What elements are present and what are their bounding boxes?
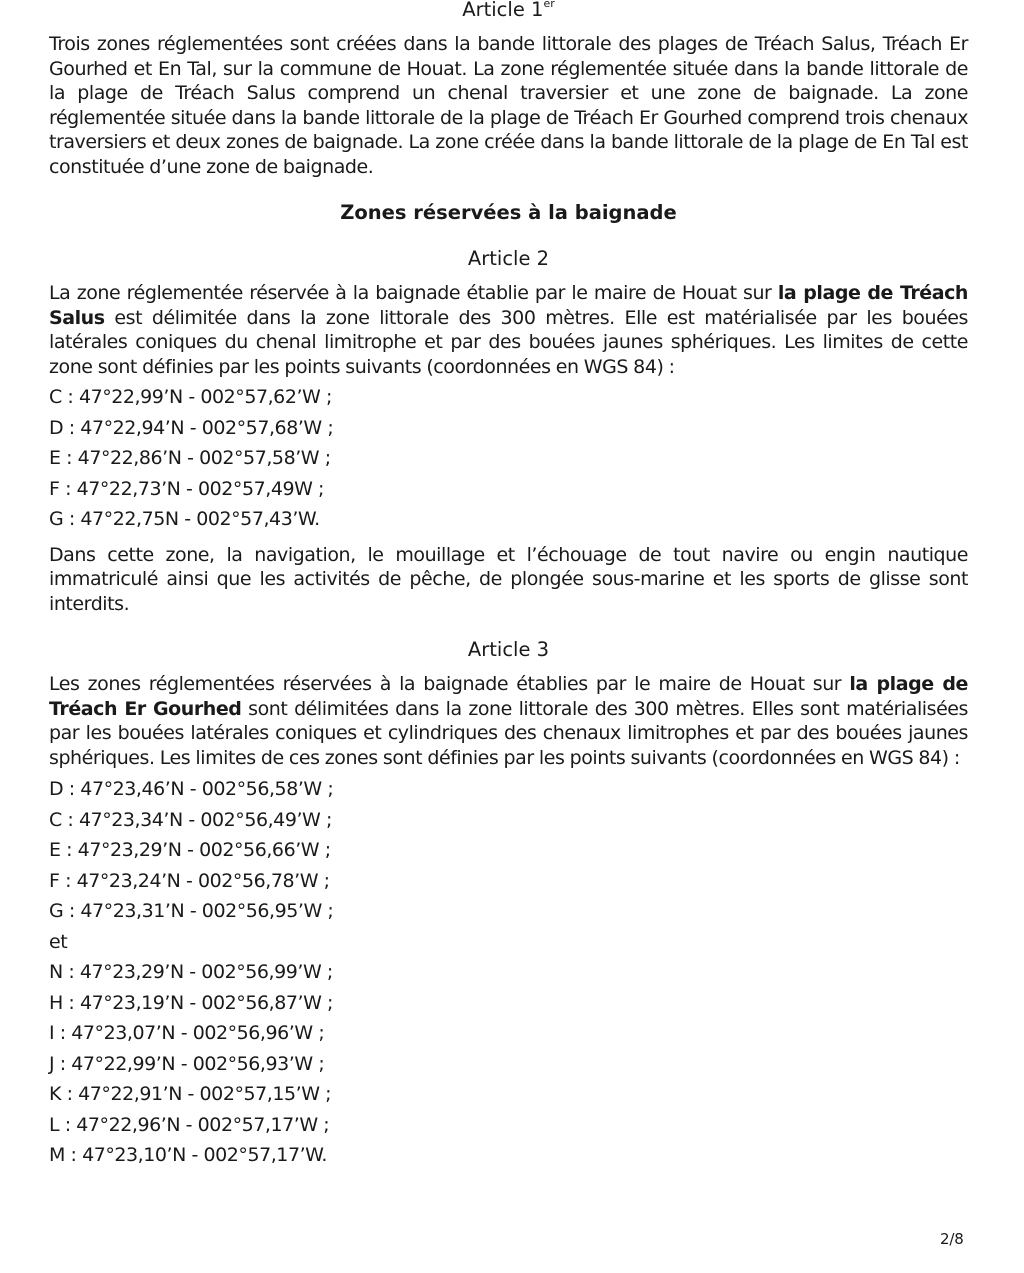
section-title: Zones réservées à la baignade [340, 201, 677, 224]
article-3-body: Les zones réglementées réservées à la baignade établies par le maire de Houat sur la plage de Tréach Er Gourhed sont délimitées dans la zone littorale des 300 mètres. Elles sont matérialisées par les bouées latérales coniques et cylindriques des chenaux limitrophes et par des bouées jaunes sphériques. Les limites de ces zones sont définies par les points suivants (coordonnées en WGS 84) : [49, 673, 968, 769]
coordinate-point: C : 47°23,34’N - 002°56,49’W ; [49, 808, 332, 831]
document-page [49, 0, 968, 1168]
article-3-coordinates-group-1 [49, 777, 968, 924]
coordinate-point: K : 47°22,91’N - 002°57,15’W ; [49, 1083, 332, 1105]
article-1-title: Article 1er [49, 0, 968, 22]
article-3-title: Article 3 [467, 638, 550, 661]
article-1-title-superscript: er [543, 0, 555, 10]
coordinate-point: L : 47°22,96’N - 002°57,17’W ; [49, 1113, 330, 1136]
coordinate-point: F : 47°23,24’N - 002°56,78’W ; [49, 869, 330, 892]
article-3-coordinates-group-2 [49, 960, 968, 1168]
article-2-body: La zone réglementée réservée à la baignade établie par le maire de Houat sur la plage de Tréach Salus est délimitée dans la zone littorale des 300 mètres. Elle est matérialisée par les bouées latérales coniques du chenal limitrophe et par des bouées jaunes sphériques. Les limites de cette zone sont définies par les points suivants (coordonnées en WGS 84) : [49, 282, 968, 378]
coordinate-point: J : 47°22,99’N - 002°56,93’W ; [49, 1052, 325, 1075]
coordinate-point: H : 47°23,19’N - 002°56,87’W ; [49, 991, 333, 1014]
article-2-title: Article 2 [467, 247, 550, 270]
coordinate-point: D : 47°22,94’N - 002°57,68’W ; [49, 416, 334, 439]
coordinate-point: I : 47°23,07’N - 002°56,96’W ; [49, 1022, 325, 1044]
article-3-body-emphasis: la plage de Tréach Er Gourhed [49, 673, 968, 720]
coordinate-point: G : 47°22,75N - 002°57,43’W. [49, 508, 320, 530]
article-2-closing: Dans cette zone, la navigation, le mouillage et l’échouage de tout navire ou engin nautique immatriculé ainsi que les activités de pêche, de plongée sous-marine et les sports de glisse sont interdits. [49, 543, 968, 615]
coordinate-point: F : 47°22,73’N - 002°57,49W ; [49, 477, 325, 500]
coordinate-point: M : 47°23,10’N - 002°57,17’W. [49, 1144, 327, 1166]
article-1-body: Trois zones réglementées sont créées dans la bande littorale des plages de Tréach Salus, Tréach Er Gourhed et En Tal, sur la commune de Houat. La zone réglementée située dans la bande littorale de la plage de Tréach Salus comprend un chenal traversier et une zone de baignade. La zone réglementée située dans la bande littorale de la plage de Tréach Er Gourhed comprend trois chenaux traversiers et deux zones de baignade. La zone créée dans la bande littorale de la plage de En Tal est constituée d’une zone de baignade. [49, 33, 968, 178]
coordinate-point: D : 47°23,46’N - 002°56,58’W ; [49, 778, 334, 800]
coordinate-point: N : 47°23,29’N - 002°56,99’W ; [49, 961, 333, 983]
article-2-coordinates-list [49, 385, 968, 532]
article-2-body-emphasis: la plage de Tréach Salus [49, 282, 968, 329]
coordinate-point: C : 47°22,99’N - 002°57,62’W ; [49, 386, 332, 408]
points-connector: et [49, 930, 68, 953]
page-number: 2/8 [940, 1230, 964, 1248]
coordinate-point: E : 47°23,29’N - 002°56,66’W ; [49, 839, 331, 861]
coordinate-point: E : 47°22,86’N - 002°57,58’W ; [49, 447, 331, 469]
coordinate-point: G : 47°23,31’N - 002°56,95’W ; [49, 900, 334, 922]
